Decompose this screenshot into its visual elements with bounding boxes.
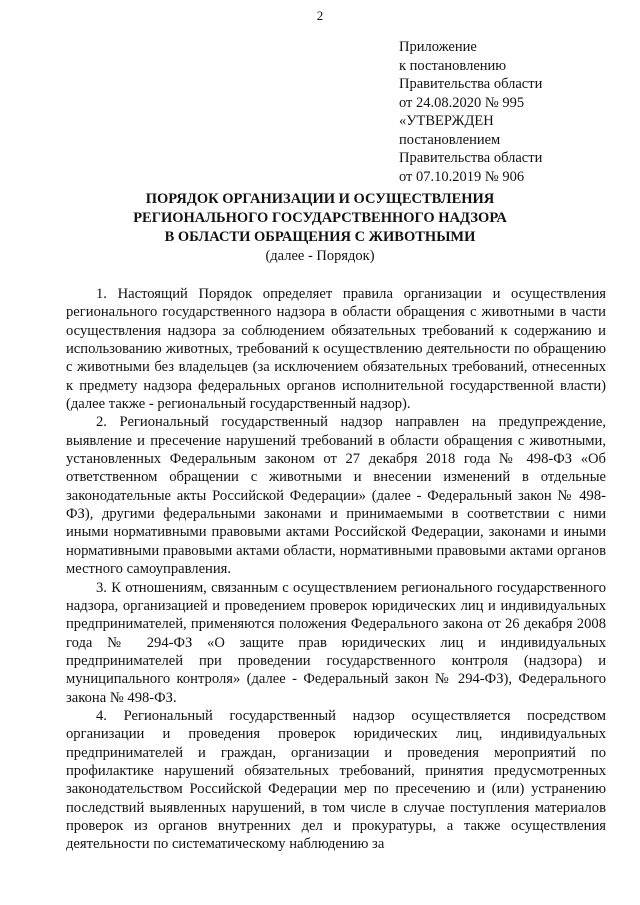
document-subtitle: (далее - Порядок) — [265, 248, 375, 264]
appendix-line: к постановлению — [399, 57, 507, 74]
page-number: 2 — [316, 8, 324, 23]
document-body — [66, 285, 606, 854]
title-line: ПОРЯДОК ОРГАНИЗАЦИИ И ОСУЩЕСТВЛЕНИЯ — [145, 191, 495, 207]
appendix-line: Правительства области — [399, 150, 543, 166]
appendix-line: постановлением — [399, 131, 501, 148]
title-line: РЕГИОНАЛЬНОГО ГОСУДАРСТВЕННОГО НАДЗОРА — [133, 210, 507, 226]
appendix-line: от 24.08.2020 № 995 — [399, 94, 525, 111]
paragraph-2: 2. Региональный государственный надзор направлен на предупреждение, выявление и пресечение нарушений требований в области обращения с животными, установленных Федеральным законом от 27 декабря 2018 года № 498-ФЗ «Об ответственном обращении с животными и внесении изменений в отдельные законодательные акты Российской Федерации» (далее - Федеральный закон № 498-ФЗ), другими федеральными законами и принимаемыми в соответствии с ними иными нормативными правовыми актами Российской Федерации, законами и иными нормативными правовыми актами области, нормативными правовыми актами органов местного самоуправления. — [66, 414, 606, 578]
paragraph-4: 4. Региональный государственный надзор осуществляется посредством организации и проведения проверок юридических лиц, индивидуальных предпринимателей и граждан, организации и проведения мероприятий по профилактике нарушений обязательных требований, принятия предусмотренных законодательством Российской Федерации мер по пресечению и (или) устранению последствий выявленных нарушений, в том числе в случае поступления материалов проверок из органов внутренних дел и прокуратуры, а также осуществления деятельности по систематическому наблюдению за — [66, 707, 606, 853]
document-title — [0, 190, 640, 266]
paragraph-1: 1. Настоящий Порядок определяет правила организации и осуществления регионального государственного надзора в области обращения с животными в части осуществления надзора за соблюдением обязательных требований к содержанию и использованию животных, требований к осуществлению деятельности по обращению с животными без владельцев (за исключением обязательных требований, отнесенных к предмету надзора федеральных органов исполнительной государственной власти) (далее также - региональный государственный надзор). — [66, 286, 606, 413]
paragraph-3: 3. К отношениям, связанным с осуществлением регионального государственного надзора, организацией и проведением проверок юридических лиц и индивидуальных предпринимателей, применяются положения Федерального закона от 26 декабря 2008 года № 294-ФЗ «О защите прав юридических лиц и индивидуальных предпринимателей при проведении государственного контроля (надзора) и муниципального контроля» (далее - Федеральный закон № 294-ФЗ), Федерального закона № 498-ФЗ. — [66, 579, 606, 706]
appendix-line: «УТВЕРЖДЕН — [399, 113, 494, 129]
appendix-line: Правительства области — [399, 76, 543, 92]
title-line: В ОБЛАСТИ ОБРАЩЕНИЯ С ЖИВОТНЫМИ — [164, 229, 476, 245]
appendix-line: от 07.10.2019 № 906 — [399, 168, 525, 185]
appendix-block — [399, 38, 634, 186]
appendix-line: Приложение — [399, 39, 477, 55]
